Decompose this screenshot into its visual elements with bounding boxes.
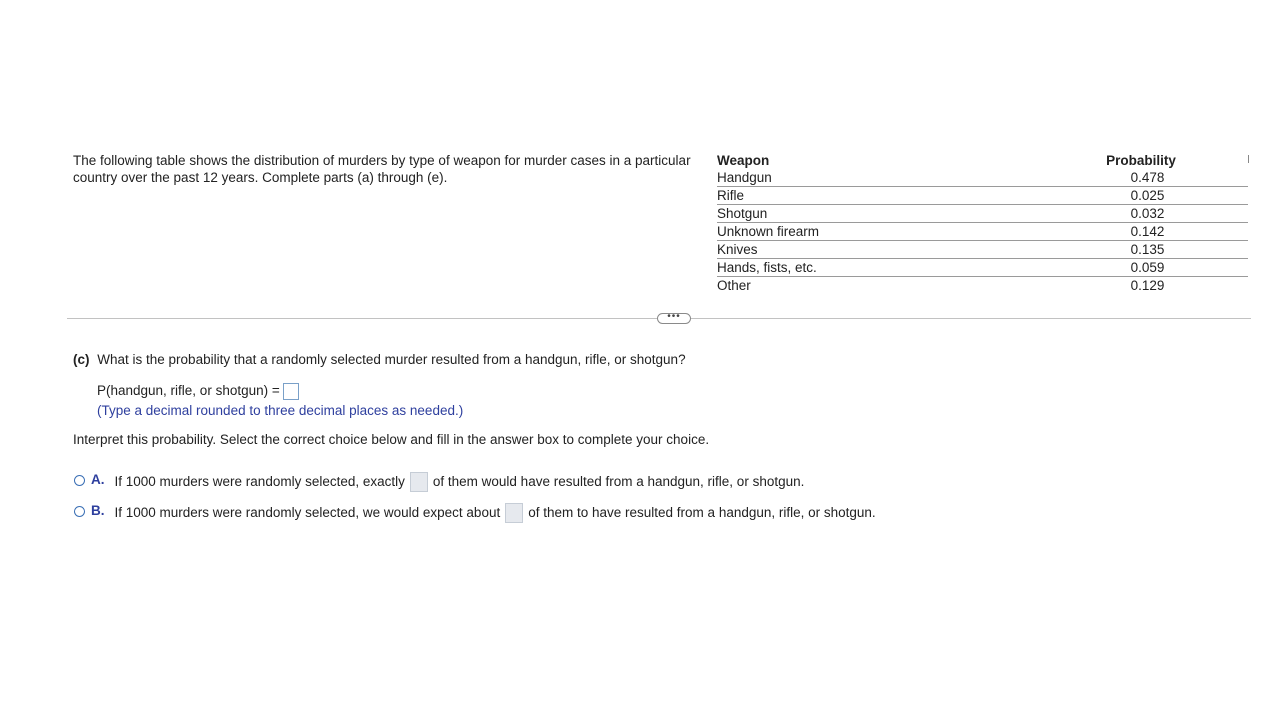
choice-b-text-after: of them to have resulted from a handgun, rifle, or shotgun. [528, 505, 876, 520]
table-row [717, 205, 1248, 223]
probability-answer-input[interactable] [283, 383, 299, 400]
weapon-cell: Knives [717, 241, 1007, 259]
probability-cell: 0.142 [1007, 223, 1248, 241]
weapon-probability-table [717, 152, 1248, 294]
problem-intro: The following table shows the distribution of murders by type of weapon for murder cases in a particular country over the past 12 years. Complete parts (a) through (e). [73, 153, 691, 185]
question-text: What is the probability that a randomly selected murder resulted from a handgun, rifle, or shotgun? [97, 352, 686, 367]
choice-a-radio[interactable] [74, 475, 85, 486]
weapon-cell: Unknown firearm [717, 223, 1007, 241]
probability-cell: 0.478 [1007, 169, 1248, 187]
choice-b-answer-box[interactable] [505, 503, 523, 523]
choice-a-text-before: If 1000 murders were randomly selected, exactly [114, 474, 405, 489]
weapon-cell: Other [717, 277, 751, 293]
choice-b[interactable] [74, 503, 876, 523]
choice-b-text-before: If 1000 murders were randomly selected, we would expect about [114, 505, 501, 520]
table-options-marker[interactable] [1248, 155, 1249, 163]
table-header-row [717, 152, 1248, 169]
question-part-label: (c) [73, 352, 90, 367]
table-row [717, 223, 1248, 241]
choice-a[interactable] [74, 472, 804, 492]
choice-b-letter: B. [91, 503, 105, 518]
choice-b-radio[interactable] [74, 506, 85, 517]
table-row [717, 277, 1248, 295]
column-header-weapon: Weapon [717, 152, 770, 168]
question-c [73, 351, 686, 368]
weapon-cell: Shotgun [717, 205, 1007, 223]
probability-cell: 0.059 [1007, 259, 1248, 277]
answer-hint: (Type a decimal rounded to three decimal places as needed.) [97, 403, 464, 418]
table-row [717, 169, 1248, 187]
expand-collapse-handle[interactable]: ••• [657, 313, 691, 324]
choice-a-answer-box[interactable] [410, 472, 428, 492]
probability-label: P(handgun, rifle, or shotgun) = [97, 383, 280, 398]
table-row [717, 259, 1248, 277]
table-row [717, 187, 1248, 205]
choice-a-letter: A. [91, 472, 105, 487]
interpret-instructions: Interpret this probability. Select the correct choice below and fill in the answer box to complete your choice. [73, 432, 710, 447]
weapon-cell: Hands, fists, etc. [717, 259, 1007, 277]
table-row [717, 241, 1248, 259]
probability-cell: 0.129 [1130, 277, 1165, 293]
probability-cell: 0.025 [1007, 187, 1248, 205]
weapon-cell: Handgun [717, 169, 1007, 187]
weapon-cell: Rifle [717, 187, 1007, 205]
choice-a-text-after: of them would have resulted from a handgun, rifle, or shotgun. [432, 474, 805, 489]
probability-cell: 0.032 [1007, 205, 1248, 223]
column-header-probability: Probability [1106, 152, 1176, 168]
probability-cell: 0.135 [1007, 241, 1248, 259]
probability-answer-line [97, 382, 299, 400]
